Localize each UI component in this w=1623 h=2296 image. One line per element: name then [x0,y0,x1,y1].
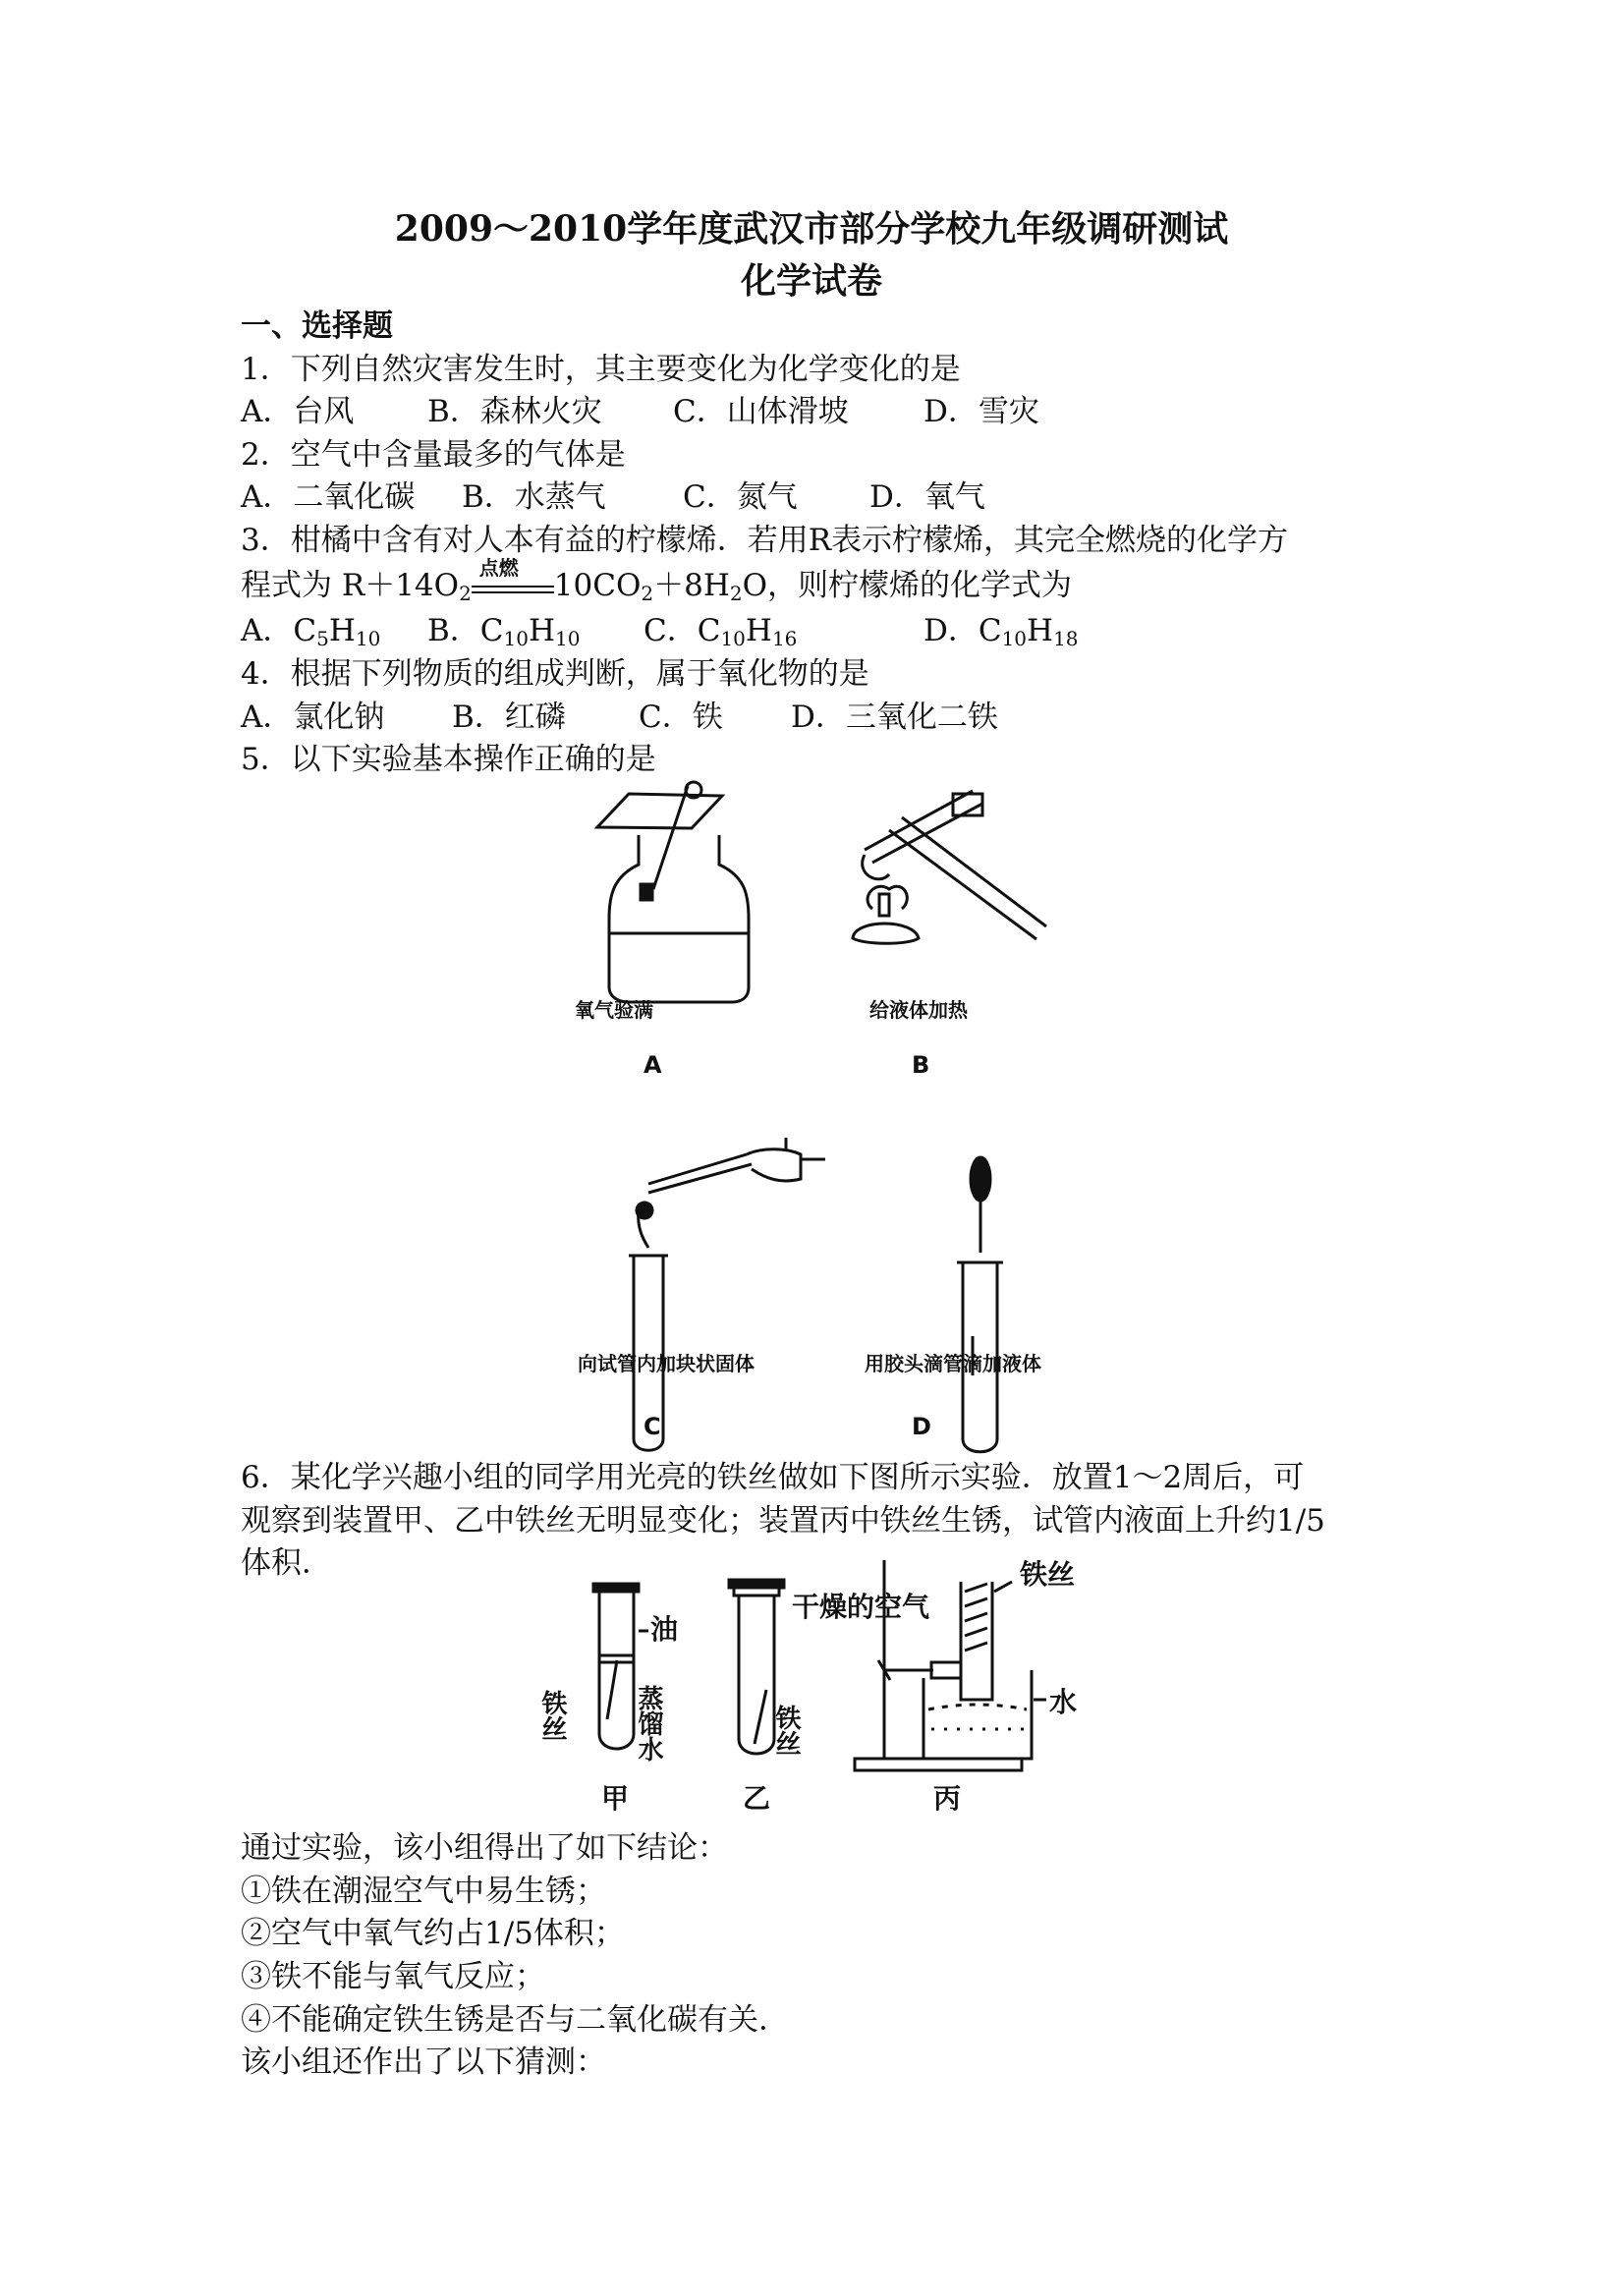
question-6-stem-line-3: 体积． [241,1545,332,1581]
section-heading: 一、选择题 [241,308,393,344]
conclusion-2: ②空气中氧气约占1/5体积； [241,1916,625,1951]
label-dry-air: 干燥的空气 [792,1591,930,1623]
question-6-stem-line-2: 观察到装置甲、乙中铁丝无明显变化；装置丙中铁丝生锈，试管内液面上升约1/5 [241,1503,1325,1539]
label-jia: 甲 [601,1782,630,1815]
equation-part: 10CO [553,568,642,603]
guess-intro: 该小组还作出了以下猜测： [241,2044,606,2080]
figure-a-letter: A [644,1051,662,1079]
label-jia-wire: 铁丝 [537,1690,567,1741]
page-title: 2009～2010学年度武汉市部分学校九年级调研测试 [394,208,1229,250]
option-c[interactable]: C．氮气 [683,479,798,515]
option-a[interactable]: A．氯化钠 [241,700,385,735]
option-c[interactable]: C．$C_{10}H_{16}$ [644,613,798,650]
figure-b-letter: B [912,1051,930,1079]
option-c[interactable]: C．山体滑坡 [673,394,849,429]
question-2-stem: 2．空气中含量最多的气体是 [241,437,626,473]
option-a[interactable]: A．二氧化碳 [241,479,416,515]
question-6-stem-line-1: 6．某化学兴趣小组的同学用光亮的铁丝做如下图所示实验．放置1～2周后，可 [241,1460,1305,1495]
label-bing: 丙 [933,1782,962,1815]
label-oil: 油 [650,1613,679,1646]
figure-d-letter: D [912,1413,931,1440]
subscript: 2 [641,582,654,605]
figure-d-caption: 用胶头滴管滴加液体 [865,1352,1041,1375]
conclusion-intro: 通过实验，该小组得出了如下结论： [241,1830,728,1866]
label-bing-wire: 铁丝 [1020,1558,1076,1591]
conclusion-4: ④不能确定铁生锈是否与二氧化碳有关． [241,2002,789,2038]
label-yi: 乙 [743,1782,771,1815]
option-c[interactable]: C．铁 [639,700,723,735]
label-distilled-water: 蒸馏水 [634,1685,663,1762]
page-subtitle: 化学试卷 [740,260,882,302]
condition-label: 点燃 [478,556,519,580]
conclusion-3: ③铁不能与氧气反应； [241,1959,545,1994]
option-b[interactable]: B．水蒸气 [462,479,606,515]
option-b[interactable]: B．森林火灾 [427,394,602,429]
figure-a-caption: 氧气验满 [575,998,653,1022]
subscript: 2 [729,582,743,605]
subscript: 2 [459,582,472,605]
question-1-stem: 1．下列自然灾害发生时，其主要变化为化学变化的是 [241,352,961,387]
question-5-stem: 5．以下实验基本操作正确的是 [241,742,656,777]
equation-part: ＋8H [653,568,730,603]
option-d[interactable]: D．三氧化二铁 [791,700,998,735]
option-a[interactable]: A．$C_5H_{10}$ [241,613,381,650]
option-d[interactable]: D．雪灾 [923,394,1039,429]
question-3-stem: 3．柑橘中含有对人本有益的柠檬烯．若用R表示柠檬烯，其完全燃烧的化学方 [241,523,1289,558]
figure-b-caption: 给液体加热 [869,998,968,1022]
option-d[interactable]: D．氧气 [869,479,985,515]
option-d[interactable]: D．$C_{10}H_{18}$ [923,613,1079,650]
figure-c-caption: 向试管内加块状固体 [578,1352,755,1375]
figure-c-letter: C [644,1413,661,1440]
option-b[interactable]: B．红磷 [452,700,566,735]
equation-part: O，则柠檬烯的化学式为 [742,568,1073,603]
label-water: 水 [1049,1686,1078,1718]
conclusion-1: ①铁在潮湿空气中易生锈； [241,1874,606,1909]
label-yi-wire: 铁丝 [771,1705,801,1756]
option-a[interactable]: A．台风 [241,394,355,429]
equation-part: 程式为 R＋14O [241,568,460,603]
option-b[interactable]: B．$C_{10}H_{10}$ [427,613,581,650]
question-4-stem: 4．根据下列物质的组成判断，属于氧化物的是 [241,656,869,692]
